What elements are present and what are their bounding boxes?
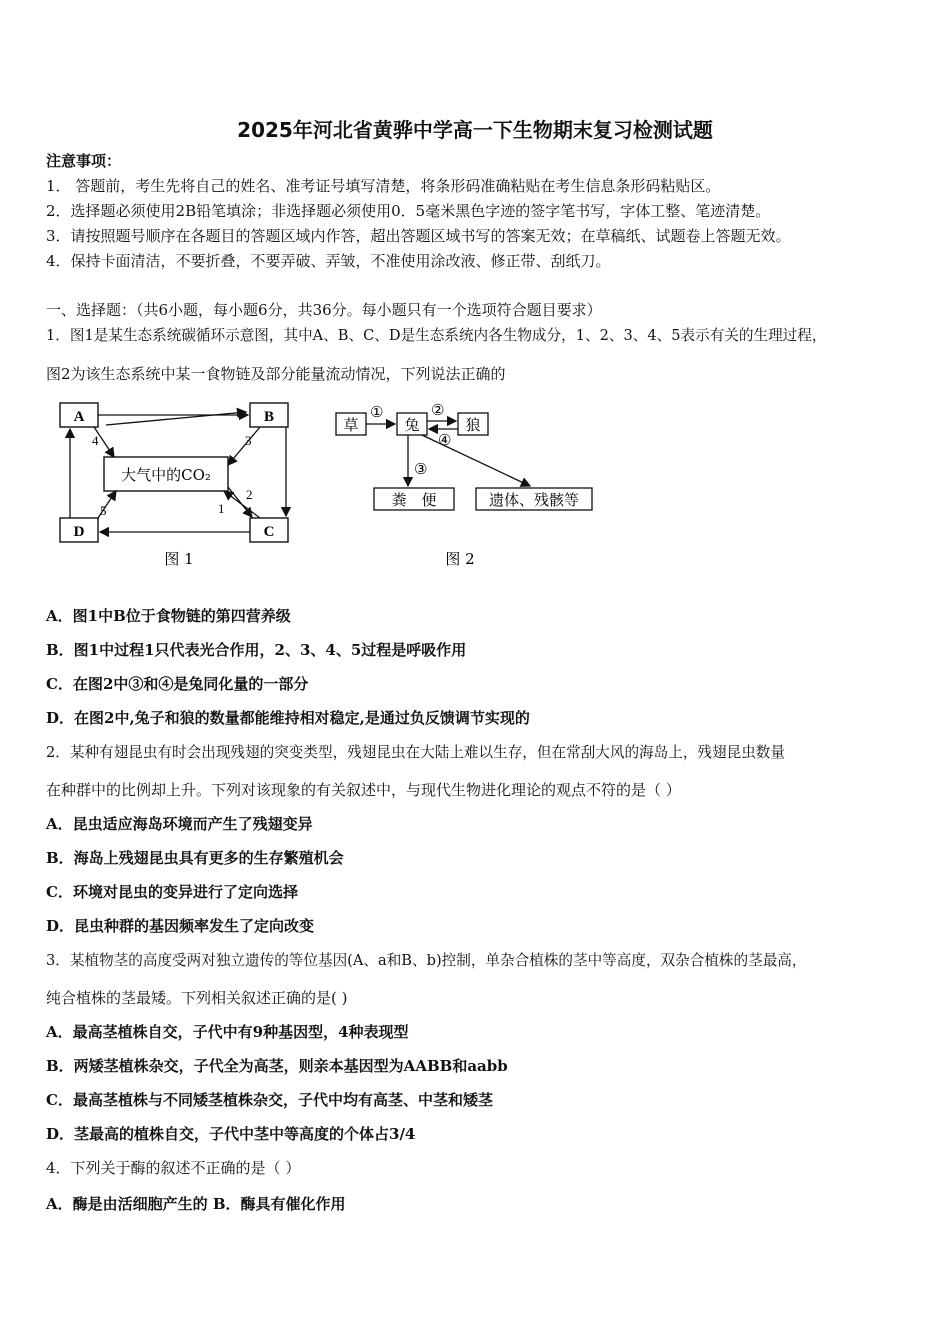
arrow-label-1: ① [370,403,384,421]
question-3-option-a: A．最高茎植株自交，子代中有9种基因型，4种表现型 [46,1023,409,1041]
section-heading: 一、选择题：（共6小题，每小题6分，共36分。每小题只有一个选项符合题目要求） [46,301,602,319]
figure-2-caption: 图 2 [445,550,475,568]
notice-item: 4．保持卡面清洁，不要折叠，不要弄破、弄皱，不准使用涂改液、修正带、刮纸刀。 [46,252,611,270]
question-2-line-1: 2．某种有翅昆虫有时会出现残翅的突变类型，残翅昆虫在大陆上难以生存，但在常刮大风的海岛上，残翅昆虫数量 [46,744,785,761]
arrow-label-2: ② [431,401,445,419]
question-3-option-c: C．最高茎植株与不同矮茎植株杂交，子代中均有高茎、中茎和矮茎 [46,1091,493,1109]
question-1-line-2: 图2为该生态系统中某一食物链及部分能量流动情况，下列说法正确的 [46,365,506,383]
question-2-option-c: C．环境对昆虫的变异进行了定向选择 [46,883,298,901]
figure-1-caption: 图 1 [164,550,194,568]
notice-item: 3．请按照题号顺序在各题目的答题区域内作答，超出答题区域书写的答案无效；在草稿纸、试题卷上答题无效。 [46,227,791,245]
label-4: 4 [92,433,99,448]
page-title: 2025年河北省黄骅中学高一下生物期末复习检测试题 [237,118,713,142]
label-5: 5 [100,503,107,518]
question-2-option-b: B．海岛上残翅昆虫具有更多的生存繁殖机会 [46,849,344,867]
grass-label: 草 [343,416,359,434]
question-3-line-2: 纯合植株的茎最矮。下列相关叙述正确的是( ) [46,989,348,1007]
label-1: 1 [218,501,225,516]
notice-item: 2．选择题必须使用2B铅笔填涂；非选择题必须使用0．5毫米黑色字迹的签字笔书写，字体工整、笔迹清楚。 [46,202,771,220]
notice-heading: 注意事项： [46,152,122,170]
question-1-option-a: A．图1中B位于食物链的第四营养级 [46,607,291,625]
question-4-options: A．酶是由活细胞产生的 B．酶具有催化作用 [46,1195,346,1213]
node-c: C [263,524,275,540]
feces-label: 粪 便 [391,491,437,509]
label-2: 2 [246,487,253,502]
question-1-option-c: C．在图2中③和④是兔同化量的一部分 [46,675,309,693]
node-a: A [73,409,85,425]
arrow-label-3: ③ [414,460,428,478]
arrow-label-4: ④ [438,431,452,449]
remains-label: 遗体、残骸等 [488,491,580,509]
node-d: D [73,524,85,540]
question-1-option-b: B．图1中过程1只代表光合作用，2、3、4、5过程是呼吸作用 [46,641,467,659]
question-3-line-1: 3．某植物茎的高度受两对独立遗传的等位基因(A、a和B、b)控制，单杂合植株的茎中等高度，双杂合植株的茎最高， [46,952,807,969]
wolf-label: 狼 [465,416,481,434]
co2-label: 大气中的CO₂ [121,466,211,484]
figure-2-food-chain [330,395,600,575]
question-3-option-b: B．两矮茎植株杂交，子代全为高茎，则亲本基因型为AABB和aabb [46,1057,508,1075]
question-2-line-2: 在种群中的比例却上升。下列对该现象的有关叙述中，与现代生物进化理论的观点不符的是（ ） [46,781,681,799]
notice-item: 1． 答题前，考生先将自己的姓名、准考证号填写清楚，将条形码准确粘贴在考生信息条形码粘贴区。 [46,177,721,195]
question-3-option-d: D．茎最高的植株自交，子代中茎中等高度的个体占3/4 [46,1125,416,1143]
figure-1-carbon-cycle [46,395,306,575]
label-3: 3 [245,433,252,448]
question-1-line-1: 1．图1是某生态系统碳循环示意图，其中A、B、C、D是生态系统内各生物成分，1、2、3、4、5表示有关的生理过程， [46,327,827,344]
question-2-option-d: D．昆虫种群的基因频率发生了定向改变 [46,917,315,935]
node-b: B [263,409,275,425]
rabbit-label: 兔 [404,416,420,434]
question-4-line-1: 4．下列关于酶的叙述不正确的是（ ） [46,1159,301,1177]
question-1-option-d: D．在图2中,兔子和狼的数量都能维持相对稳定,是通过负反馈调节实现的 [46,709,530,727]
question-2-option-a: A．昆虫适应海岛环境而产生了残翅变异 [46,815,313,833]
